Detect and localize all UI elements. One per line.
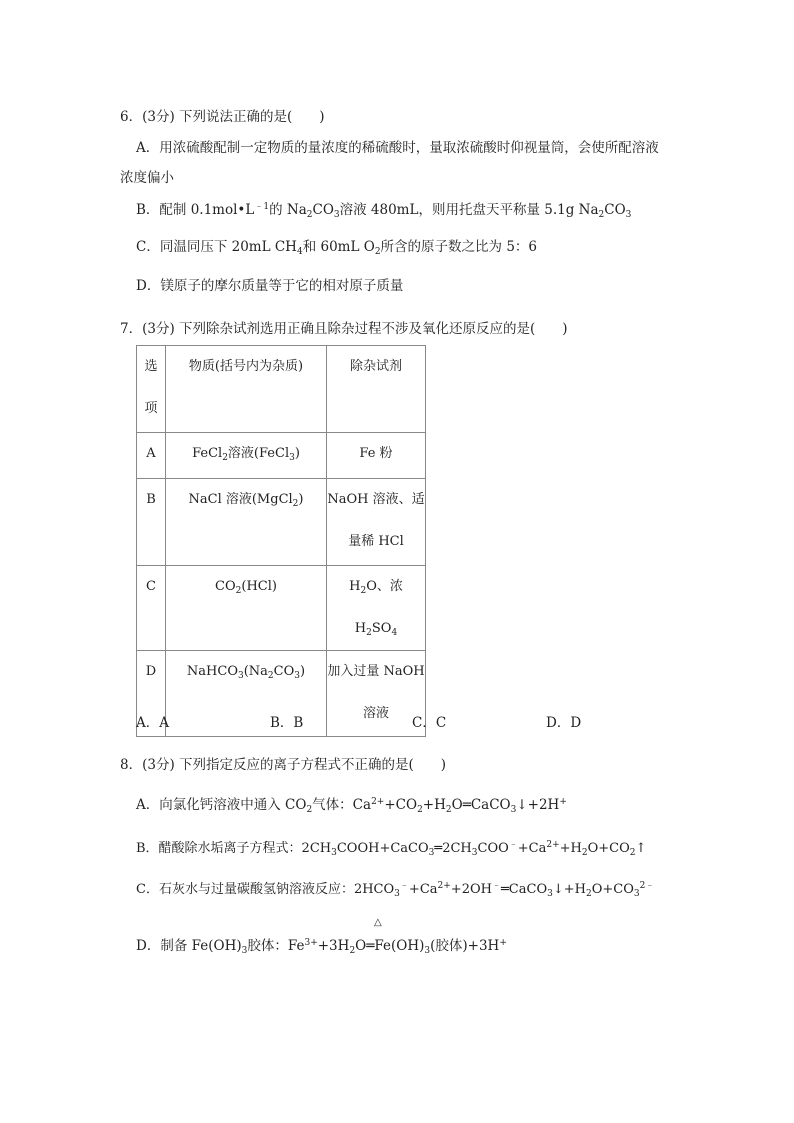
- q8-option-a: A．向氯化钙溶液中通入 $CO_2$气体：$Ca^{2+}+CO_2+H_2O═CaCO_3↓+2H^+$: [136, 797, 567, 815]
- q8-option-b: B．醋酸除水垢离子方程式：$2CH_3COOH+CaCO_3═2CH_3COO^﹣+Ca^{2+}+H_2O+CO_2↑$: [136, 840, 647, 858]
- table-header-row: [137, 346, 426, 433]
- header-option: 选 项: [144, 359, 158, 416]
- q7-options-table: [136, 345, 426, 737]
- q8-stem: 8．(3分) 下列指定反应的离子方程式不正确的是( ): [120, 757, 447, 773]
- q8-option-d: D．制备 $Fe(OH)_3$胶体：$Fe^{3+}+3H_2O═Fe(OH)_3$(胶体)+3H+: [136, 938, 507, 956]
- q7-choice-d: D．D: [546, 715, 582, 731]
- q8-option-c: C．石灰水与过量碳酸氢钠溶液反应：$2HCO_3^﹣+Ca^{2+}+2OH^﹣═CaCO_3↓+H_2O+CO_3^{2﹣}$: [136, 881, 655, 899]
- table-row: B NaCl 溶液(MgCl$_2$) NaOH 溶液、适 量稀 HCl: [137, 479, 426, 566]
- q7-choice-a: A．A: [136, 715, 169, 731]
- q7-choice-b: B．B: [270, 715, 304, 731]
- q7-stem: 7．(3分) 下列除杂试剂选用正确且除杂过程不涉及氧化还原反应的是( ): [120, 321, 568, 337]
- header-substance: 物质(括号内为杂质): [188, 359, 304, 374]
- q6-option-d: D．镁原子的摩尔质量等于它的相对原子质量: [136, 278, 404, 294]
- table-row: A FeCl$_2$溶液(FeCl$_3$) Fe 粉: [137, 433, 426, 479]
- q6-option-b: B．配制 $0.1mol•L^{﹣1}$的 $Na_2CO_3$溶液 480mL，则用托盘天平称量 5.1g $Na_2CO_3$: [136, 202, 632, 220]
- q7-choice-c: C．C: [412, 715, 447, 731]
- q6-stem: 6．(3分) 下列说法正确的是( ): [120, 109, 325, 125]
- q6-option-a-cont: 浓度偏小: [120, 170, 174, 186]
- heat-delta-symbol: △: [374, 917, 382, 928]
- table-row: C $CO_2(HCl)$ $H_2O$、浓 $H_2SO_4$: [137, 566, 426, 651]
- table-row: D $NaHCO_3(Na_2CO_3)$ 加入过量 NaOH 溶液: [137, 651, 426, 737]
- header-reagent: 除杂试剂: [349, 359, 402, 374]
- q6-option-c: C．同温同压下 20mL $CH_4$和 60mL $O_2$所含的原子数之比为 5：6: [136, 239, 538, 257]
- q6-option-a: A．用浓硫酸配制一定物质的量浓度的稀硫酸时，量取浓硫酸时仰视量筒，会使所配溶液: [136, 140, 659, 156]
